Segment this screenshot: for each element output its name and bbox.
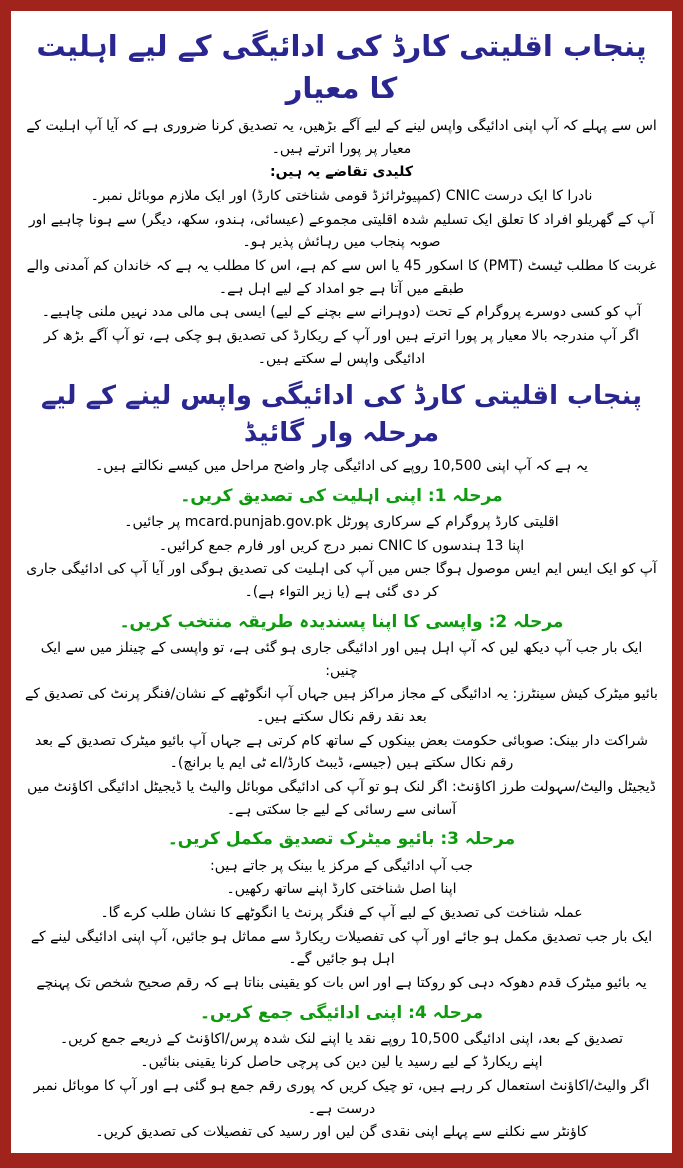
page-title: پنجاب اقلیتی کارڈ کی ادائیگی کے لیے اہلیت کا معیار [36, 29, 647, 106]
step-1-line-cnic-entry: اپنا 13 ہندسوں کا CNIC نمبر درج کریں اور فارم جمع کرائیں۔ [158, 537, 525, 554]
step-1-line-sms-confirmation: آپ کو ایک ایس ایم ایس موصول ہوگا جس میں آپ کی اہلیت کی تصدیق ہوگی اور آیا آپ کی ادائیگی جاری کر دی گئی ہے (یا زیر التواء ہے)۔ [26, 561, 657, 601]
eligibility-closing: اگر آپ مندرجہ بالا معیار پر پورا اترتے ہیں اور آپ کے ریکارڈ کی تصدیق ہو چکی ہے، تو آپ آگے بڑھ کر ادائیگی واپس لے سکتے ہیں۔ [43, 328, 640, 367]
step-3-line-fraud-prevention: یہ بائیو میٹرک قدم دھوکہ دہی کو روکتا ہے اور اس بات کو یقینی بناتا ہے کہ رقم صحیح شخص تک پہنچے [36, 974, 647, 991]
step-2-line-digital-wallet: ڈیجیٹل والیٹ/سہولت طرز اکاؤنٹ: اگر لنک ہو تو آپ کی ادائیگی موبائل والیٹ یا ڈیجیٹل ادائیگی اکاؤنٹ میں آسانی سے رسائی کے لیے جا سکتی ہے۔ [27, 779, 656, 818]
step-4-line-collect-amount: تصدیق کے بعد، اپنی ادائیگی 10,500 روپے نقد یا اپنے لنک شدہ پرس/اکاؤنٹ کے ذریعے جمع کریں۔ [59, 1030, 624, 1047]
requirement-item-minority-group: آپ کے گھریلو افراد کا تعلق ایک تسلیم شدہ اقلیتی مجموعے (عیسائی، ہندو، سکھ، دیگر) سے ہونا چاہیے اور صوبہ پنجاب میں رہائش پذیر ہو۔ [28, 211, 655, 251]
step-2-heading: مرحلہ 2: واپسی کا اپنا پسندیدہ طریقہ منتخب کریں۔ [119, 611, 564, 632]
step-3-line-fingerprint-request: عملہ شناخت کی تصدیق کے لیے آپ کے فنگر پرنٹ یا انگوٹھے کا نشان طلب کرے گا۔ [100, 904, 583, 921]
step-4-section [23, 1000, 660, 1145]
requirement-item-cnic: نادرا کا ایک درست CNIC (کمپیوٹرائزڈ قومی شناختی کارڈ) اور ایک ملازم موبائل نمبر۔ [90, 188, 593, 205]
requirement-item-pmt-score: غربت کا مطلب ٹیسٹ (PMT) کا اسکور 45 یا اس سے کم ہے، اس کا مطلب یہ ہے کہ خاندان کم آمدنی والے طبقے میں آتا ہے جو امداد کے لیے اہل ہے۔ [26, 258, 657, 297]
key-requirements-label: کلیدی تقاضے یہ ہیں: [269, 164, 413, 181]
step-2-section [23, 609, 660, 822]
step-2-line-biometric-cash-centers: بائیو میٹرک کیش سینٹرز: یہ ادائیگی کے مجاز مراکز ہیں جہاں آپ انگوٹھے کے نشان/فنگر پرنٹ کی تصدیق کے بعد نقد رقم نکال سکتے ہیں۔ [25, 686, 658, 726]
step-3-line-bring-id-card: اپنا اصل شناختی کارڈ اپنے ساتھ رکھیں۔ [226, 881, 457, 898]
step-3-line-visit-center: جب آپ ادائیگی کے مرکز یا بینک پر جاتے ہیں: [209, 857, 474, 874]
guide-title: پنجاب اقلیتی کارڈ کی ادائیگی واپس لینے کے لیے مرحلہ وار گائیڈ [40, 381, 643, 448]
step-4-line-get-receipt: اپنے ریکارڈ کے لیے رسید یا لین دین کی پرچی حاصل کرنا یقینی بنائیں۔ [140, 1054, 543, 1071]
eligibility-intro: اس سے پہلے کہ آپ اپنی ادائیگی واپس لینے کے لیے آگے بڑھیں، یہ تصدیق کرنا ضروری ہے کہ آیا آپ اہلیت کے معیار پر پورا اترتے ہیں۔ [26, 118, 657, 157]
step-1-line-portal-url: اقلیتی کارڈ پروگرام کے سرکاری پورٹل mcard.punjab.gov.pk پر جائیں۔ [124, 514, 559, 531]
step-3-section [23, 826, 660, 994]
step-4-line-count-cash: کاؤنٹر سے نکلنے سے پہلے اپنی نقدی گن لیں اور رسید کی تفصیلات کی تصدیق کریں۔ [95, 1124, 588, 1141]
step-2-line-partner-banks: شراکت دار بینک: صوبائی حکومت بعض بینکوں کے ساتھ کام کرتی ہے جہاں آپ بائیو میٹرک تصدیق کے بعد رقم نکال سکتے ہیں (جیسے، ڈیبٹ کارڈ/اے ٹی ایم یا برانچ)۔ [34, 732, 649, 772]
step-4-heading: مرحلہ 4: اپنی ادائیگی جمع کریں۔ [200, 1002, 483, 1023]
requirement-item-no-duplicate-aid: آپ کو کسی دوسرے پروگرام کے تحت (دوہرانے سے بچنے کے لیے) ایسی ہی مالی مدد نہیں ملنی چاہیے۔ [41, 304, 642, 321]
step-3-line-verification-complete: ایک بار جب تصدیق مکمل ہو جائے اور آپ کی تفصیلات ریکارڈ سے مماثل ہو جائیں، آپ اپنی ادائیگی لینے کے اہل ہو جائیں گے۔ [30, 928, 653, 968]
step-4-line-check-wallet: اگر والیٹ/اکاؤنٹ استعمال کر رہے ہیں، تو چیک کریں کہ پوری رقم جمع ہو گئی ہے اور آپ کا موبائل نمبر درست ہے۔ [33, 1078, 650, 1117]
step-1-heading: مرحلہ 1: اپنی اہلیت کی تصدیق کریں۔ [180, 485, 503, 506]
step-2-line-intro: ایک بار جب آپ دیکھ لیں کہ آپ اہل ہیں اور ادائیگی جاری ہو گئی ہے، تو واپسی کے چینلز میں سے ایک چنیں: [40, 640, 643, 679]
step-3-heading: مرحلہ 3: بائیو میٹرک تصدیق مکمل کریں۔ [167, 829, 516, 850]
step-1-section [23, 483, 660, 604]
guide-intro: یہ ہے کہ آپ اپنی 10,500 روپے کی ادائیگی چار واضح مراحل میں کیسے نکالتے ہیں۔ [95, 458, 588, 475]
